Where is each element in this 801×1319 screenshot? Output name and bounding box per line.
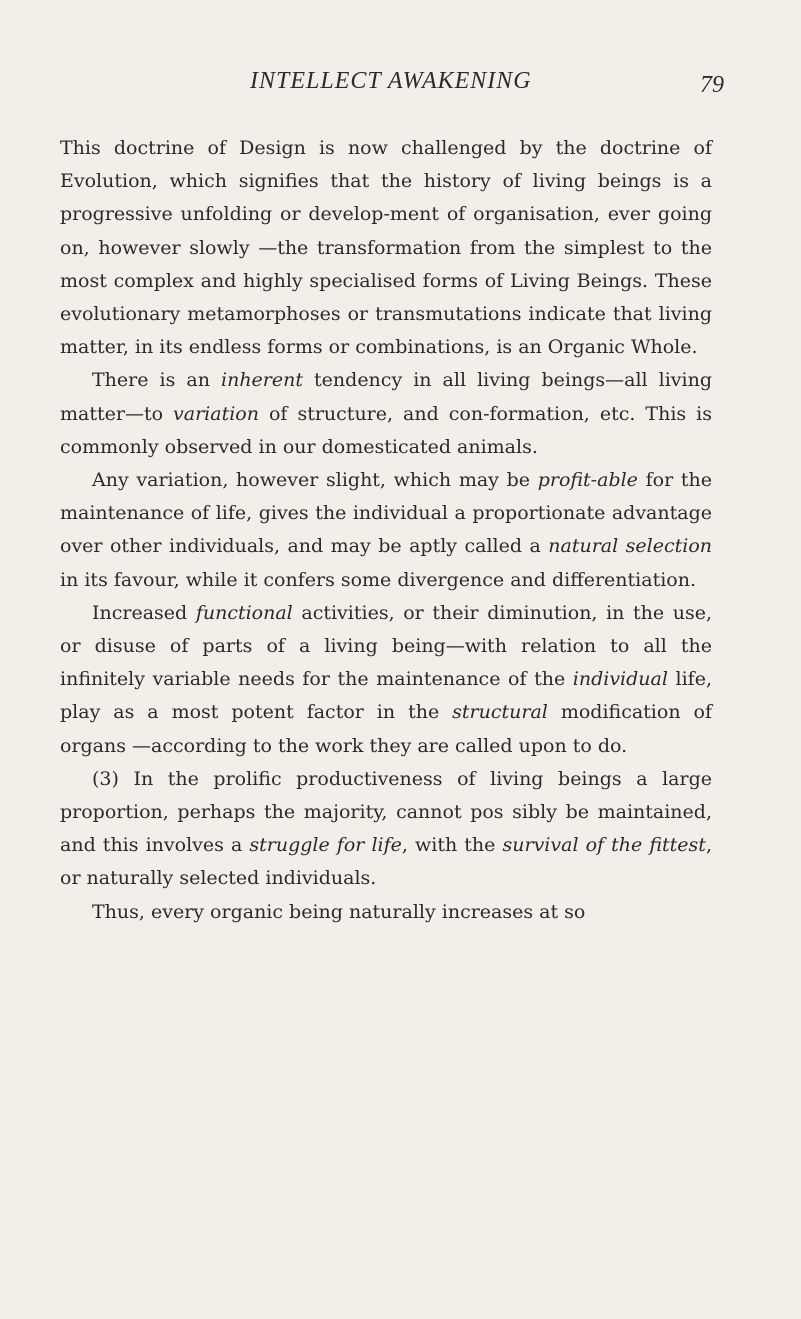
italic-term: inherent — [221, 369, 303, 392]
paragraph-design-evolution — [60, 132, 712, 364]
text-segment: , with the — [401, 834, 503, 857]
italic-term: individual — [572, 668, 668, 691]
italic-term: struggle for life — [249, 834, 402, 857]
text-segment: Any variation, however slight, which may be — [92, 469, 538, 492]
paragraph-functional-activities — [60, 597, 712, 763]
page-number: 79 — [700, 72, 724, 98]
text-segment: tendency in all living beings—all living matter—to — [60, 369, 712, 425]
text-segment: This doctrine of Design is now challenged by the doctrine of Evolution, which signifies that the history of living beings is a progressive unfolding or develop-ment of organisation, ever going on, however slowly —the transformation from the simplest to the most complex and highly specialised forms of Living Beings. These evolutionary metamorphoses or transmutations indicate that living matter, in its endless forms or combinations, is an Organic Whole. — [60, 137, 712, 359]
italic-term: profit-able — [537, 469, 638, 492]
text-segment: activities, or their diminution, in the use, or disuse of parts of a living being—with relation to all the infinitely variable needs for the maintenance of the — [60, 601, 713, 691]
text-segment: , or naturally selected individuals. — [60, 834, 712, 890]
running-header: INTELLECT AWAKENING — [250, 68, 532, 94]
italic-term: structural — [452, 701, 548, 724]
text-segment: in its favour, while it confers some divergence and differentiation. — [60, 568, 696, 591]
body-text — [60, 132, 712, 929]
text-segment: for the maintenance of life, gives the individual a proportionate advantage over other individuals, and may be aptly called a — [60, 469, 712, 558]
paragraph-inherent-variation — [60, 364, 712, 464]
paragraph-natural-selection — [60, 464, 712, 597]
text-segment: (3) In the prolific productiveness of living beings a large proportion, perhaps the majority, cannot pos sibly be maintained, and this involves a — [60, 767, 712, 857]
italic-term: functional — [195, 601, 293, 624]
paragraph-struggle-for-life — [60, 763, 712, 896]
text-segment: life, play as a most potent factor in the — [60, 668, 712, 724]
italic-term: variation — [173, 402, 259, 425]
text-segment: modification of organs —according to the work they are called upon to do. — [60, 701, 712, 757]
text-segment: of structure, and con-formation, etc. This is commonly observed in our domesticated animals. — [60, 402, 712, 458]
text-segment: Thus, every organic being naturally increases at so — [92, 900, 586, 923]
text-segment: There is an — [92, 369, 221, 392]
italic-term: survival of the fittest — [502, 834, 706, 857]
paragraph-organic-increase — [60, 896, 712, 929]
text-segment: Increased — [92, 601, 196, 624]
italic-term: natural selection — [548, 535, 712, 558]
